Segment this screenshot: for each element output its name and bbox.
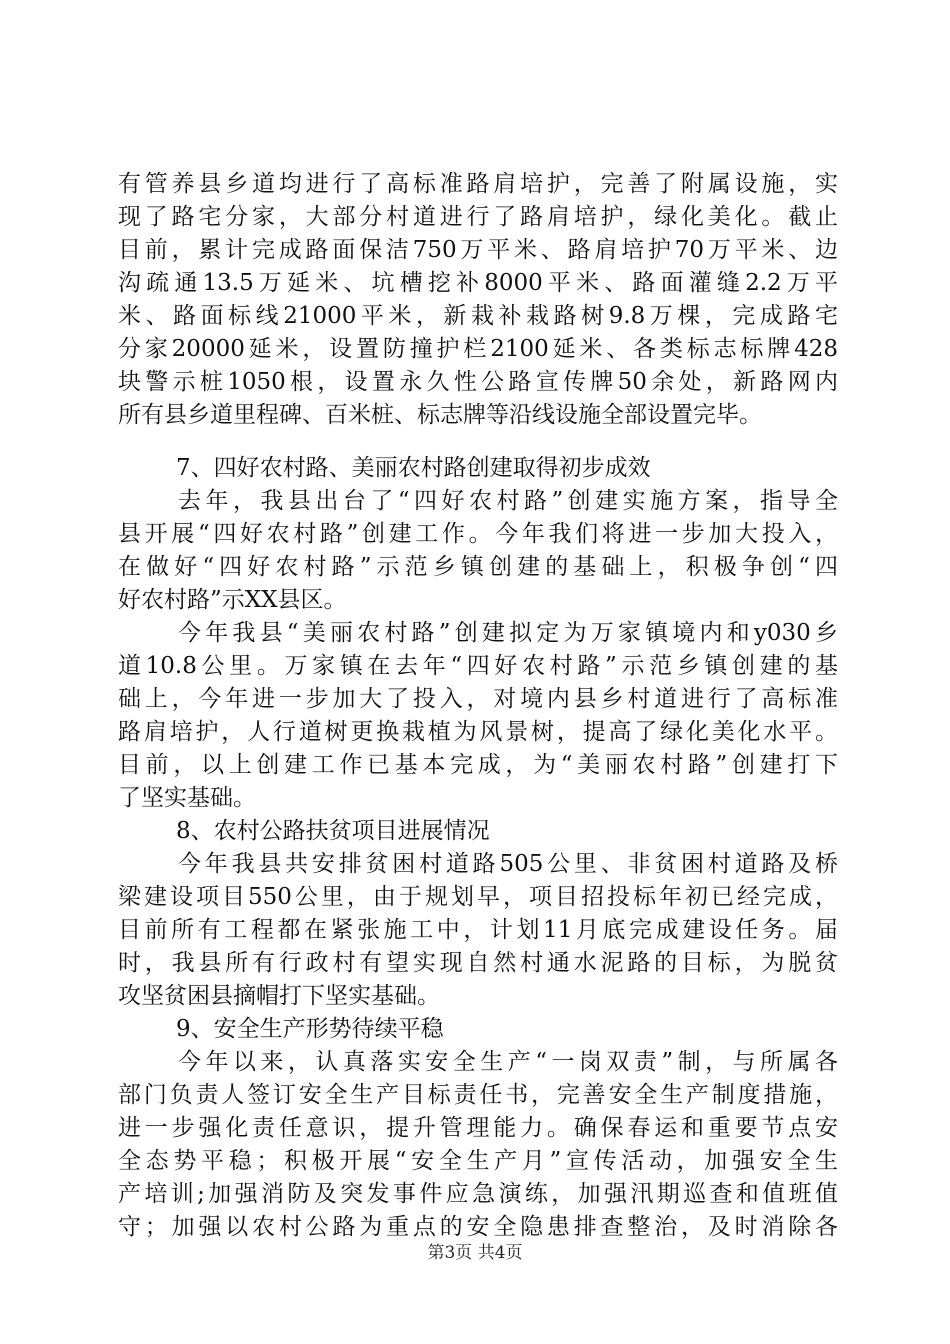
- text-line: 了坚实基础。: [118, 785, 256, 811]
- paragraph: [118, 617, 838, 815]
- text-line: 守；加强以农村公路为重点的安全隐患排查整治，及时消除各: [118, 1214, 838, 1240]
- text-line: 今年我县共安排贫困村道路505公里、非贫困村道路及桥: [178, 851, 838, 877]
- text-line: 目前，以上创建工作已基本完成，为“美丽农村路”创建打下: [118, 752, 838, 778]
- paragraph-gap: [118, 432, 838, 452]
- text-line: 梁建设项目550公里，由于规划早，项目招投标年初已经完成，: [118, 884, 838, 910]
- text-line: 全态势平稳；积极开展“安全生产月”宣传活动，加强安全生: [118, 1148, 838, 1174]
- page-footer: [0, 1243, 950, 1263]
- text-line: 进一步强化责任意识，提升管理能力。确保春运和重要节点安: [118, 1115, 838, 1141]
- section-8: [118, 815, 838, 1013]
- text-line: 块警示桩1050根，设置永久性公路宣传牌50余处，新路网内: [118, 369, 838, 395]
- text-line: 县开展“四好农村路”创建工作。今年我们将进一步加大投入，: [118, 521, 838, 547]
- page-number: 第3页 共4页: [427, 1243, 523, 1263]
- text-line: 有管养县乡道均进行了高标准路肩培护，完善了附属设施，实: [118, 171, 838, 197]
- text-line: 础上，今年进一步加大了投入，对境内县乡村道进行了高标准: [118, 686, 838, 712]
- text-line: 去年，我县出台了“四好农村路”创建实施方案，指导全: [178, 488, 838, 514]
- section-heading: 8、农村公路扶贫项目进展情况: [176, 818, 490, 844]
- text-line: 今年以来，认真落实安全生产“一岗双责”制，与所属各: [178, 1049, 838, 1075]
- text-line: 现了路宅分家，大部分村道进行了路肩培护，绿化美化。截止: [118, 204, 838, 230]
- text-line: 分家20000延米，设置防撞护栏2100延米、各类标志标牌428: [118, 336, 838, 362]
- paragraph: [118, 1046, 838, 1244]
- text-line: 时，我县所有行政村有望实现自然村通水泥路的目标，为脱贫: [118, 950, 838, 976]
- text-line: 路肩培护，人行道树更换栽植为风景树，提高了绿化美化水平。: [118, 719, 838, 745]
- section-7: [118, 452, 838, 815]
- paragraph-intro: [118, 168, 838, 432]
- text-line: 道10.8公里。万家镇在去年“四好农村路”示范乡镇创建的基: [118, 653, 838, 679]
- document-body: [118, 168, 838, 1244]
- text-line: 攻坚贫困县摘帽打下坚实基础。: [118, 983, 440, 1009]
- text-line: 沟疏通13.5万延米、坑槽挖补8000平米、路面灌缝2.2万平: [118, 270, 838, 296]
- section-heading: 9、安全生产形势待续平稳: [176, 1016, 444, 1042]
- paragraph: [118, 848, 838, 1013]
- text-line: 目前所有工程都在紧张施工中，计划11月底完成建设任务。届: [118, 917, 838, 943]
- text-line: 好农村路”示XX县区。: [118, 587, 347, 613]
- text-line: 米、路面标线21000平米，新栽补栽路树9.8万棵，完成路宅: [118, 303, 838, 329]
- text-line: 今年我县“美丽农村路”创建拟定为万家镇境内和y030乡: [178, 620, 838, 646]
- section-heading: 7、四好农村路、美丽农村路创建取得初步成效: [176, 455, 651, 481]
- paragraph: [118, 485, 838, 617]
- text-line: 产培训;加强消防及突发事件应急演练，加强汛期巡查和值班值: [118, 1181, 838, 1207]
- text-line: 部门负责人签订安全生产目标责任书，完善安全生产制度措施，: [118, 1082, 838, 1108]
- section-9: [118, 1013, 838, 1244]
- text-line: 在做好“四好农村路”示范乡镇创建的基础上，积极争创“四: [118, 554, 838, 580]
- text-line: 所有县乡道里程碑、百米桩、标志牌等沿线设施全部设置完毕。: [118, 402, 762, 428]
- text-line: 目前，累计完成路面保洁750万平米、路肩培护70万平米、边: [118, 237, 838, 263]
